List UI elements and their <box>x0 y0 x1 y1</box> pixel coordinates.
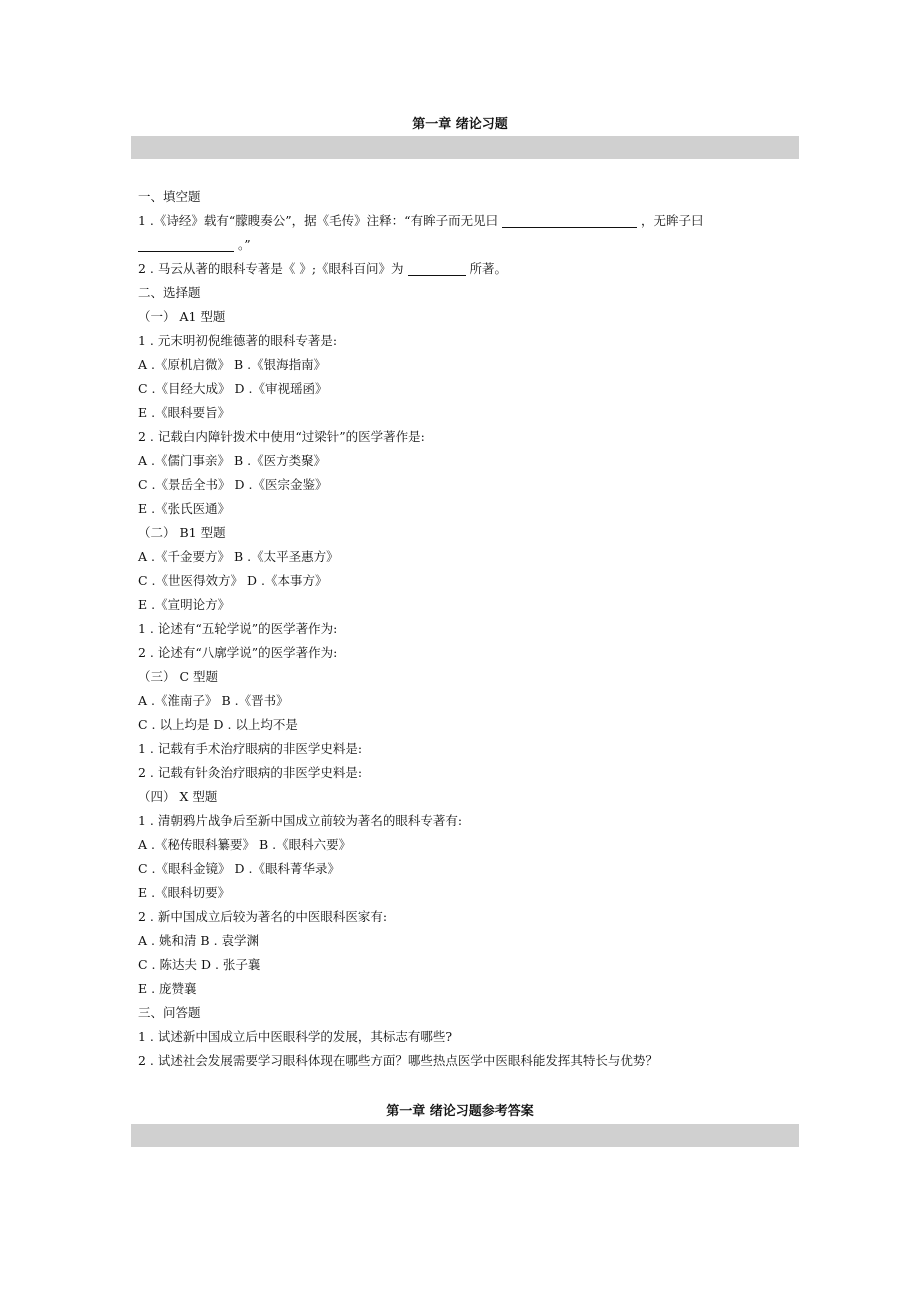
x-q1-option-e: E .《眼科切要》 <box>138 885 231 900</box>
b1-options-cd: C .《世医得效方》 D .《本事方》 <box>138 573 328 588</box>
fill-heading: 一、填空题 <box>138 189 201 204</box>
fill-q2-part1: 2 . 马云从著的眼科专著是《 》;《眼科百问》为 <box>138 261 404 276</box>
essay-question-1: 1 . 试述新中国成立后中医眼科学的发展，其标志有哪些? <box>138 1029 453 1044</box>
x-q2-options-ab: A . 姚和清 B . 袁学渊 <box>138 933 260 948</box>
fill-q2-part2: 所著。 <box>469 261 508 276</box>
essay-question-2: 2 . 试述社会发展需要学习眼科体现在哪些方面？哪些热点医学中医眼科能发挥其特长与优势？ <box>138 1053 658 1068</box>
c-options-cd: C . 以上均是 D . 以上均不是 <box>138 717 298 732</box>
fill-q1-end: 。” <box>237 237 251 252</box>
a1-q1-options-ab: A .《原机启微》 B .《银海指南》 <box>138 357 327 372</box>
x-q2-options-cd: C . 陈达夫 D . 张子襄 <box>138 957 261 972</box>
essay-heading: 三、问答题 <box>138 1005 201 1020</box>
chapter-title: 第一章 绪论习题 <box>412 117 508 132</box>
fill-question-1-cont <box>138 233 778 257</box>
x-question-1: 1 . 清朝鸦片战争后至新中国成立前较为著名的眼科专著有: <box>138 813 463 828</box>
c-question-1: 1 . 记载有手术治疗眼病的非医学史料是: <box>138 741 363 756</box>
x-q1-options-cd: C .《眼科金镜》 D .《眼科菁华录》 <box>138 861 340 876</box>
a1-q2-option-e: E .《张氏医通》 <box>138 501 231 516</box>
a1-question-2: 2 . 记载白内障针拨术中使用“过梁针”的医学著作是: <box>138 429 425 444</box>
b1-question-1: 1 . 论述有“五轮学说”的医学著作为: <box>138 621 338 636</box>
a1-q2-options-ab: A .《儒门事亲》 B .《医方类聚》 <box>138 453 327 468</box>
x-q2-option-e: E . 庞赞襄 <box>138 981 197 996</box>
answer-shade-bar <box>131 1124 799 1147</box>
answer-section-title: 第一章 绪论习题参考答案 <box>386 1104 534 1119</box>
a1-q1-option-e: E .《眼科要旨》 <box>138 405 231 420</box>
b1-option-e: E .《宣明论方》 <box>138 597 231 612</box>
title-shade-bar <box>131 136 799 159</box>
fill-question-1 <box>138 209 778 233</box>
fill-blank <box>138 237 234 252</box>
a1-q1-options-cd: C .《目经大成》 D .《审视瑶函》 <box>138 381 328 396</box>
b1-question-2: 2 . 论述有“八廓学说”的医学著作为: <box>138 645 338 660</box>
exercise-content <box>138 185 778 1073</box>
x-heading: （四） X 型题 <box>138 789 218 804</box>
c-heading: （三） C 型题 <box>138 669 219 684</box>
fill-blank <box>408 261 466 276</box>
x-question-2: 2 . 新中国成立后较为著名的中医眼科医家有: <box>138 909 388 924</box>
a1-q2-options-cd: C .《景岳全书》 D .《医宗金鉴》 <box>138 477 328 492</box>
b1-options-ab: A .《千金要方》 B .《太平圣惠方》 <box>138 549 339 564</box>
fill-q1-part1: 1 .《诗经》载有“朦瞍奏公”，据《毛传》注释：“有眸子而无见曰 <box>138 213 499 228</box>
choice-heading: 二、选择题 <box>138 285 201 300</box>
fill-question-2 <box>138 257 778 281</box>
c-question-2: 2 . 记载有针灸治疗眼病的非医学史料是: <box>138 765 363 780</box>
a1-heading: （一） A1 型题 <box>138 309 226 324</box>
fill-q1-part2: ，无眸子曰 <box>641 213 704 228</box>
x-q1-options-ab: A .《秘传眼科纂要》 B .《眼科六要》 <box>138 837 352 852</box>
b1-heading: （二） B1 型题 <box>138 525 226 540</box>
fill-blank <box>502 213 637 228</box>
a1-question-1: 1 . 元末明初倪维德著的眼科专著是: <box>138 333 338 348</box>
c-options-ab: A .《淮南子》 B .《晋书》 <box>138 693 289 708</box>
